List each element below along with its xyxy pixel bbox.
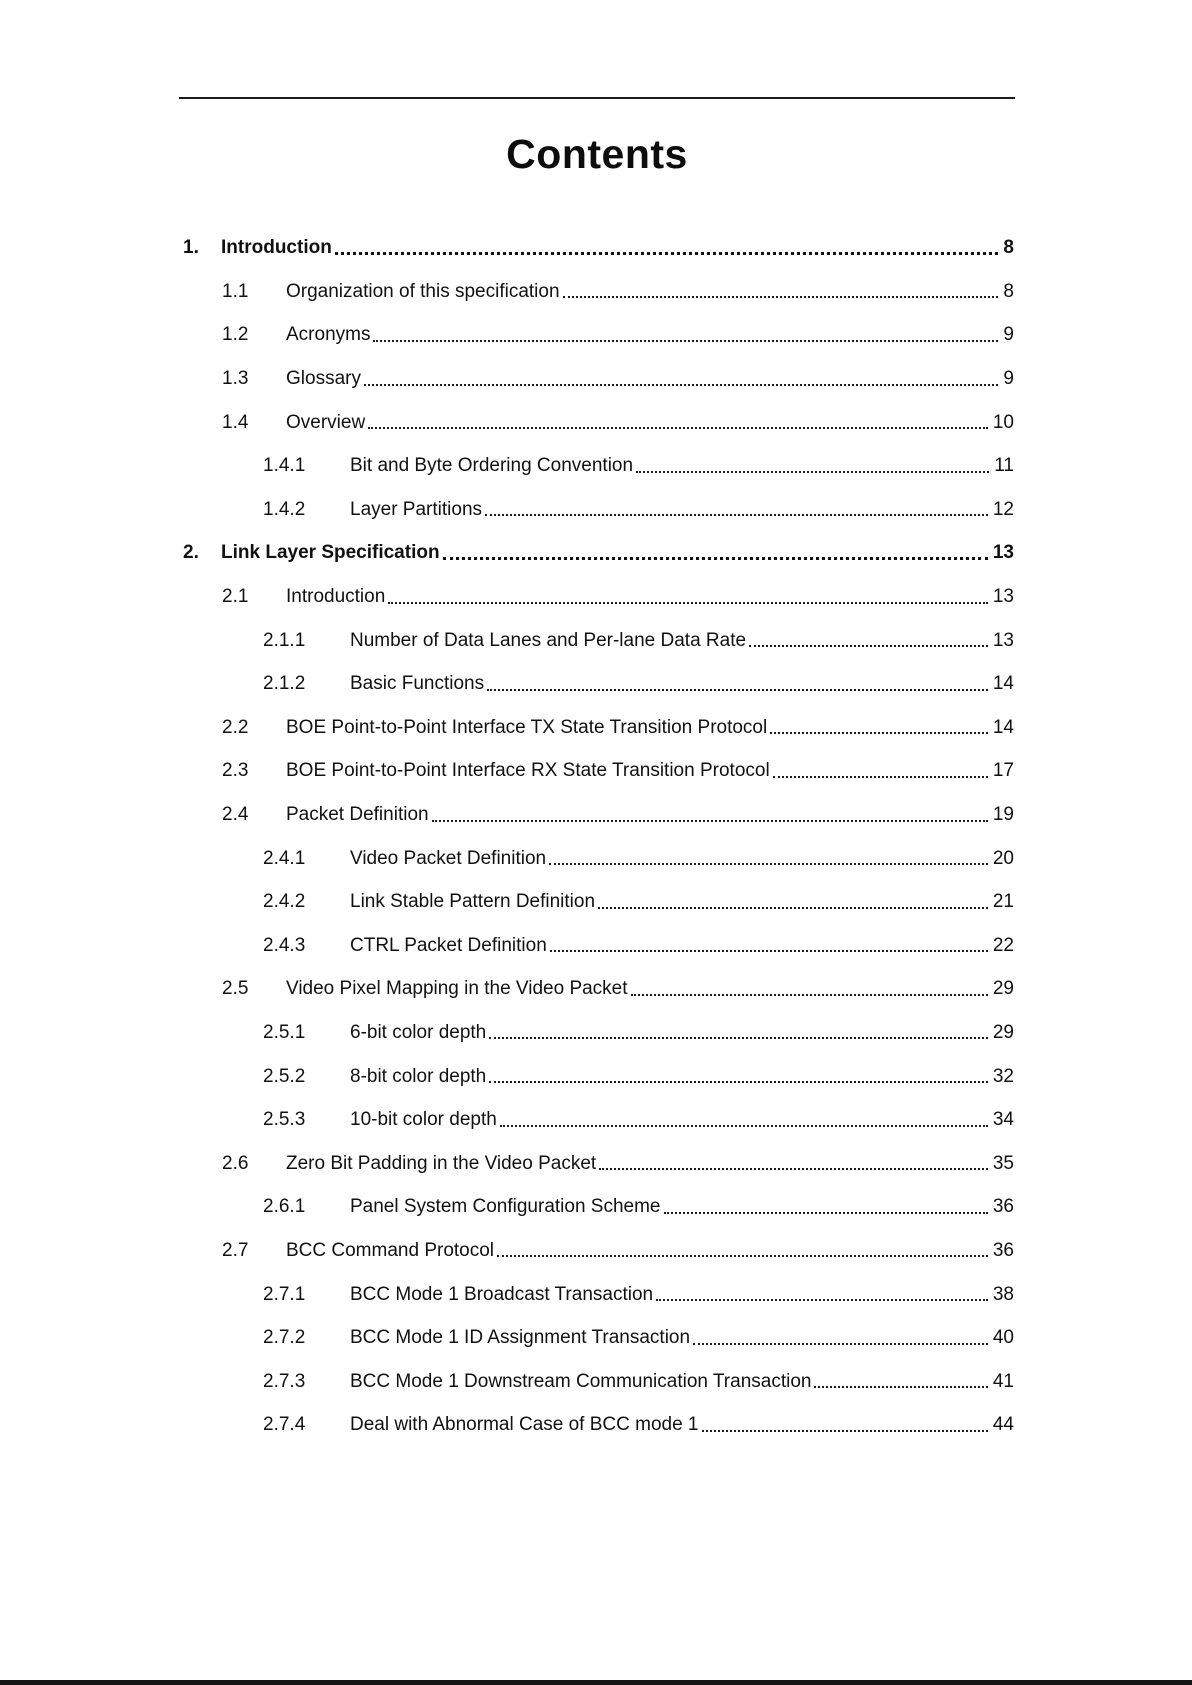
contents-title: Contents: [506, 131, 688, 177]
toc-entry-page-number: 40: [992, 1327, 1014, 1349]
toc-entry-number: 2.4: [222, 804, 249, 826]
dot-leader: [693, 1343, 988, 1345]
toc-entry-number: 2.5.1: [263, 1021, 306, 1043]
toc-entry-title: Acronyms: [286, 324, 371, 346]
toc-entry-number: 2.7.3: [263, 1370, 306, 1392]
toc-entry-page-number: 9: [1003, 324, 1014, 346]
toc-entry[interactable]: [0, 1316, 1192, 1360]
toc-entry[interactable]: [0, 618, 1192, 662]
toc-entry-title: BCC Command Protocol: [286, 1239, 495, 1261]
toc-entry-title: Organization of this specification: [286, 280, 560, 302]
toc-entry-page-number: 32: [992, 1065, 1014, 1087]
toc-entry[interactable]: [0, 1011, 1192, 1055]
toc-entry[interactable]: [0, 357, 1192, 401]
toc-entry-number: 2.1.1: [263, 629, 306, 651]
toc-entry-page-number: 8: [1003, 280, 1014, 302]
dot-leader: [373, 340, 998, 342]
toc-entry-title: BOE Point-to-Point Interface TX State Transition Protocol: [286, 716, 768, 738]
toc-entry-page-number: 36: [992, 1239, 1014, 1261]
toc-entry-title: Video Pixel Mapping in the Video Packet: [286, 978, 628, 1000]
toc-entry-number: 1.4.1: [263, 455, 306, 477]
toc-entry-number: 1.4.2: [263, 498, 306, 520]
toc-entry-number: 2.3: [222, 760, 249, 782]
toc-entry-title: Introduction: [286, 586, 386, 608]
toc-entry-title: CTRL Packet Definition: [350, 934, 547, 956]
toc-entry-number: 2.: [183, 542, 199, 564]
toc-entry-number: 2.4.3: [263, 934, 306, 956]
toc-entry[interactable]: [0, 531, 1192, 575]
toc-entry-number: 2.5: [222, 978, 249, 1000]
toc-entry-page-number: 13: [992, 586, 1014, 608]
toc-entry-title: Link Stable Pattern Definition: [350, 891, 596, 913]
toc-entry-page-number: 10: [992, 411, 1014, 433]
toc-entry-page-number: 13: [992, 629, 1014, 651]
toc-entry-title: Video Packet Definition: [350, 847, 547, 869]
toc-entry-title: 8-bit color depth: [350, 1065, 487, 1087]
toc-entry-title: Introduction: [221, 237, 332, 259]
toc-entry[interactable]: [0, 1098, 1192, 1142]
toc-entry-title: Basic Functions: [350, 673, 485, 695]
toc-entry-number: 2.7.1: [263, 1283, 306, 1305]
toc-entry[interactable]: [0, 270, 1192, 314]
toc-entry[interactable]: [0, 749, 1192, 793]
toc-entry-title: Zero Bit Padding in the Video Packet: [286, 1152, 597, 1174]
toc-entry-page-number: 8: [1003, 237, 1014, 259]
toc-entry-title: BCC Mode 1 ID Assignment Transaction: [350, 1327, 691, 1349]
toc-entry[interactable]: [0, 967, 1192, 1011]
toc-entry[interactable]: [0, 924, 1192, 968]
dot-leader: [773, 776, 988, 778]
toc-entry[interactable]: [0, 488, 1192, 532]
toc-entry-number: 1.2: [222, 324, 249, 346]
toc-entry-page-number: 12: [992, 498, 1014, 520]
toc-entry-number: 2.2: [222, 716, 249, 738]
dot-leader: [485, 514, 988, 516]
toc-entry-title: 6-bit color depth: [350, 1021, 487, 1043]
toc-entry-page-number: 29: [992, 1021, 1014, 1043]
toc-entry-page-number: 14: [992, 673, 1014, 695]
toc-entry-number: 2.4.1: [263, 847, 306, 869]
toc-entry-page-number: 17: [992, 760, 1014, 782]
dot-leader: [598, 907, 988, 909]
toc-entry[interactable]: [0, 1403, 1192, 1447]
toc-entry-title: Glossary: [286, 368, 361, 390]
dot-leader: [814, 1386, 987, 1388]
toc-entry[interactable]: [0, 793, 1192, 837]
toc-entry[interactable]: [0, 313, 1192, 357]
toc-entry-title: BOE Point-to-Point Interface RX State Transition Protocol: [286, 760, 770, 782]
toc-entry[interactable]: [0, 400, 1192, 444]
dot-leader: [563, 296, 999, 298]
dot-leader: [664, 1212, 988, 1214]
toc-entry-number: 1.4: [222, 411, 249, 433]
toc-entry-number: 1.: [183, 237, 199, 259]
toc-entry[interactable]: [0, 1141, 1192, 1185]
dot-leader: [335, 252, 999, 255]
toc-entry-title: Packet Definition: [286, 804, 429, 826]
toc-entry-page-number: 20: [992, 847, 1014, 869]
toc-entry-number: 1.1: [222, 280, 249, 302]
toc-entry-number: 2.7: [222, 1239, 249, 1261]
dot-leader: [599, 1168, 988, 1170]
toc-entry-number: 2.5.2: [263, 1065, 306, 1087]
toc-entry-number: 2.6.1: [263, 1196, 306, 1218]
toc-list: [0, 226, 1192, 1447]
toc-entry-title: Layer Partitions: [350, 498, 483, 520]
dot-leader: [443, 557, 988, 560]
toc-entry-number: 2.6: [222, 1152, 249, 1174]
toc-entry-title: Number of Data Lanes and Per-lane Data Rate: [350, 629, 747, 651]
dot-leader: [487, 689, 988, 691]
toc-entry[interactable]: [0, 444, 1192, 488]
dot-leader: [489, 1081, 988, 1083]
toc-entry[interactable]: [0, 1054, 1192, 1098]
toc-entry-title: Bit and Byte Ordering Convention: [350, 455, 634, 477]
toc-entry-title: Panel System Configuration Scheme: [350, 1196, 661, 1218]
toc-entry-number: 1.3: [222, 368, 249, 390]
toc-entry[interactable]: [0, 836, 1192, 880]
toc-entry[interactable]: [0, 1185, 1192, 1229]
toc-entry-page-number: 29: [992, 978, 1014, 1000]
page-bottom-edge: [0, 1680, 1192, 1685]
dot-leader: [656, 1299, 988, 1301]
toc-entry-page-number: 35: [992, 1152, 1014, 1174]
toc-entry-number: 2.1.2: [263, 673, 306, 695]
toc-entry[interactable]: [0, 1272, 1192, 1316]
dot-leader: [770, 732, 988, 734]
toc-entry[interactable]: [0, 880, 1192, 924]
toc-entry-page-number: 11: [994, 455, 1014, 477]
toc-entry[interactable]: [0, 1359, 1192, 1403]
dot-leader: [497, 1255, 988, 1257]
toc-entry-number: 2.1: [222, 586, 249, 608]
toc-entry-page-number: 38: [992, 1283, 1014, 1305]
toc-entry-number: 2.7.2: [263, 1327, 306, 1349]
toc-entry-page-number: 44: [992, 1414, 1014, 1436]
toc-entry-title: Overview: [286, 411, 366, 433]
dot-leader: [702, 1430, 988, 1432]
toc-entry-page-number: 41: [992, 1370, 1014, 1392]
dot-leader: [432, 820, 988, 822]
dot-leader: [489, 1037, 988, 1039]
toc-entry-page-number: 21: [992, 891, 1014, 913]
toc-entry[interactable]: [0, 706, 1192, 750]
toc-entry[interactable]: [0, 1229, 1192, 1273]
dot-leader: [549, 863, 988, 865]
toc-entry-title: Deal with Abnormal Case of BCC mode 1: [350, 1414, 699, 1436]
toc-entry-page-number: 19: [992, 804, 1014, 826]
dot-leader: [500, 1125, 988, 1127]
toc-entry-title: BCC Mode 1 Downstream Communication Transaction: [350, 1370, 812, 1392]
dot-leader: [388, 602, 988, 604]
toc-entry[interactable]: [0, 662, 1192, 706]
toc-entry-title: BCC Mode 1 Broadcast Transaction: [350, 1283, 654, 1305]
toc-entry-title: 10-bit color depth: [350, 1109, 497, 1131]
dot-leader: [749, 645, 988, 647]
toc-entry-number: 2.7.4: [263, 1414, 306, 1436]
toc-entry-page-number: 34: [992, 1109, 1014, 1131]
toc-entry-page-number: 22: [992, 934, 1014, 956]
header-rule: [179, 97, 1015, 99]
dot-leader: [631, 994, 988, 996]
toc-entry-number: 2.5.3: [263, 1109, 306, 1131]
toc-entry-page-number: 36: [992, 1196, 1014, 1218]
toc-entry-page-number: 13: [992, 542, 1014, 564]
toc-entry-page-number: 9: [1003, 368, 1014, 390]
toc-entry[interactable]: [0, 226, 1192, 270]
toc-entry[interactable]: [0, 575, 1192, 619]
dot-leader: [364, 384, 998, 386]
dot-leader: [368, 427, 988, 429]
toc-entry-title: Link Layer Specification: [221, 542, 440, 564]
dot-leader: [550, 950, 988, 952]
toc-entry-number: 2.4.2: [263, 891, 306, 913]
toc-entry-page-number: 14: [992, 716, 1014, 738]
dot-leader: [636, 471, 989, 473]
